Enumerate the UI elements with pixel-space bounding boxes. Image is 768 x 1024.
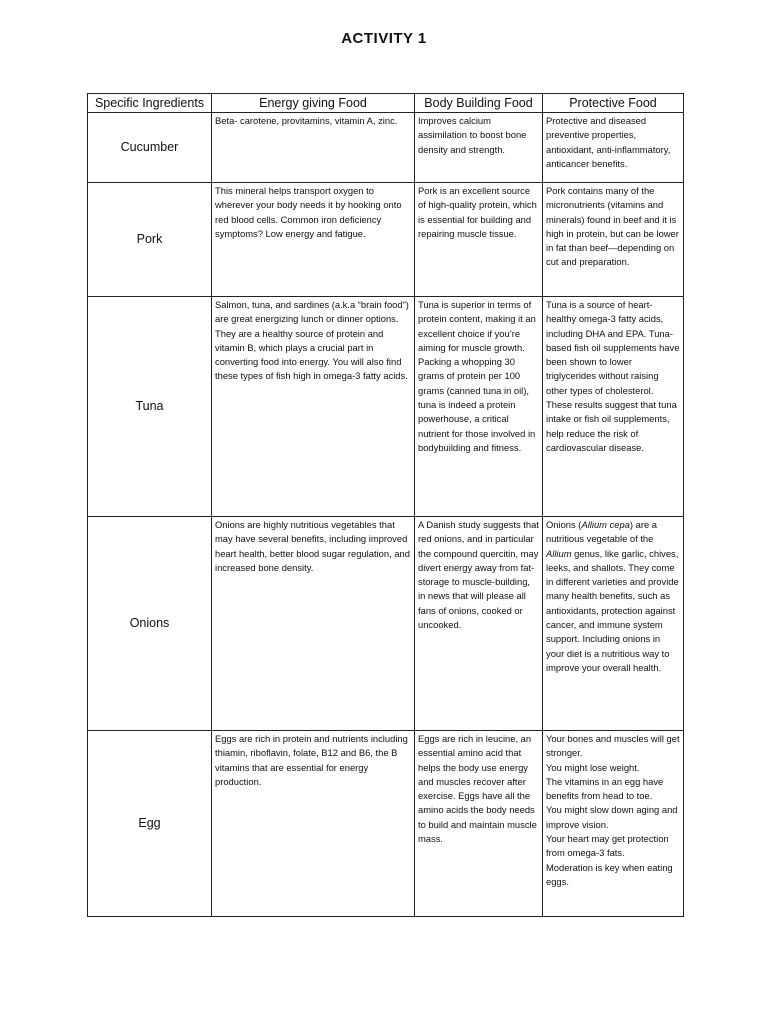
ingredient-cell: Tuna — [88, 297, 212, 517]
ingredient-cell: Egg — [88, 731, 212, 917]
protective-text: genus, like garlic, chives, leeks, and shallots. They come in different varieties and provide many health benefits, such as antioxidants, protection against cancer, and immune system support. Including onions in your diet is a nutritious way to improve your overall health. — [546, 547, 679, 673]
body-building-cell: Pork is an excellent source of high-quality protein, which is essential for building and repairing muscle tissue. — [415, 183, 543, 297]
ingredient-cell: Cucumber — [88, 113, 212, 183]
energy-cell: Salmon, tuna, and sardines (a.k.a “brain food”) are great energizing lunch or dinner options. They are a healthy source of protein and vitamin B, which plays a crucial part in converting food into energy. You will also find these types of fish high in omega-3 fatty acids. — [212, 297, 415, 517]
page-title: ACTIVITY 1 — [341, 30, 427, 47]
protective-line: Your bones and muscles will get stronger. — [546, 733, 680, 759]
body-building-cell: Eggs are rich in leucine, an essential amino acid that helps the body use energy and muscles recover after exercise. Eggs have all the amino acids the body needs to build and maintain muscle mass. — [415, 731, 543, 917]
table-row — [88, 183, 684, 297]
energy-cell: Eggs are rich in protein and nutrients including thiamin, riboflavin, folate, B12 and B6, the B vitamins that are essential for energy production. — [212, 731, 415, 917]
protective-cell: Protective and diseased preventive properties, antioxidant, anti-inflammatory, anticancer benefits. — [543, 113, 684, 183]
table-row — [88, 731, 684, 917]
header-energy: Energy giving Food — [212, 94, 415, 113]
header-protective: Protective Food — [543, 94, 684, 113]
protective-line: You might lose weight. — [546, 761, 640, 773]
nutrition-table — [87, 93, 684, 917]
ingredient-cell: Pork — [88, 183, 212, 297]
protective-line: Your heart may get protection from omega-3 fats. — [546, 833, 669, 859]
body-building-cell: Improves calcium assimilation to boost bone density and strength. — [415, 113, 543, 183]
genus-name: Allium — [546, 547, 572, 559]
body-building-cell: A Danish study suggests that red onions, and in particular the compound quercitin, may divert energy away from fat-storage to muscle-building, in news that will please all fans of onions, cooked or uncooked. — [415, 517, 543, 731]
table-row — [88, 517, 684, 731]
protective-cell: Pork contains many of the micronutrients (vitamins and minerals) found in beef and it is high in protein, but can be lower in fat than beef—depending on cut and preparation. — [543, 183, 684, 297]
header-row — [88, 94, 684, 113]
ingredient-cell: Onions — [88, 517, 212, 731]
protective-line: Moderation is key when eating eggs. — [546, 861, 673, 887]
body-building-cell: Tuna is superior in terms of protein content, making it an excellent choice if you’re aiming for muscle growth. Packing a whopping 30 grams of protein per 100 grams (canned tuna in oil), tuna is indeed a protein powerhouse, a critical nutrient for those involved in bodybuilding and fitness. — [415, 297, 543, 517]
energy-cell: Beta- carotene, provitamins, vitamin A, zinc. — [212, 113, 415, 183]
energy-cell: Onions are highly nutritious vegetables that may have several benefits, including improved heart health, better blood sugar regulation, and increased bone density. — [212, 517, 415, 731]
protective-text: ) are a nutritious vegetable of the — [546, 519, 658, 545]
protective-cell — [543, 731, 684, 917]
scientific-name: Allium cepa — [581, 519, 630, 530]
protective-cell: Tuna is a source of heart-healthy omega-3 fatty acids, including DHA and EPA. Tuna-based fish oil supplements have been shown to lower triglycerides without raising other types of cholesterol. These results suggest that tuna intake or fish oil supplements, help reduce the risk of cardiovascular disease. — [543, 297, 684, 517]
protective-line: You might slow down aging and improve vision. — [546, 804, 678, 830]
table-row — [88, 297, 684, 517]
protective-text: Onions ( — [546, 519, 582, 530]
protective-cell — [543, 517, 684, 731]
table-row — [88, 113, 684, 183]
header-ingredients: Specific Ingredients — [88, 94, 212, 113]
energy-cell: This mineral helps transport oxygen to wherever your body needs it by hooking onto red blood cells. Common iron deficiency symptoms? Low energy and fatigue. — [212, 183, 415, 297]
protective-line: The vitamins in an egg have benefits from head to toe. — [546, 775, 664, 802]
header-body-building: Body Building Food — [415, 94, 543, 113]
